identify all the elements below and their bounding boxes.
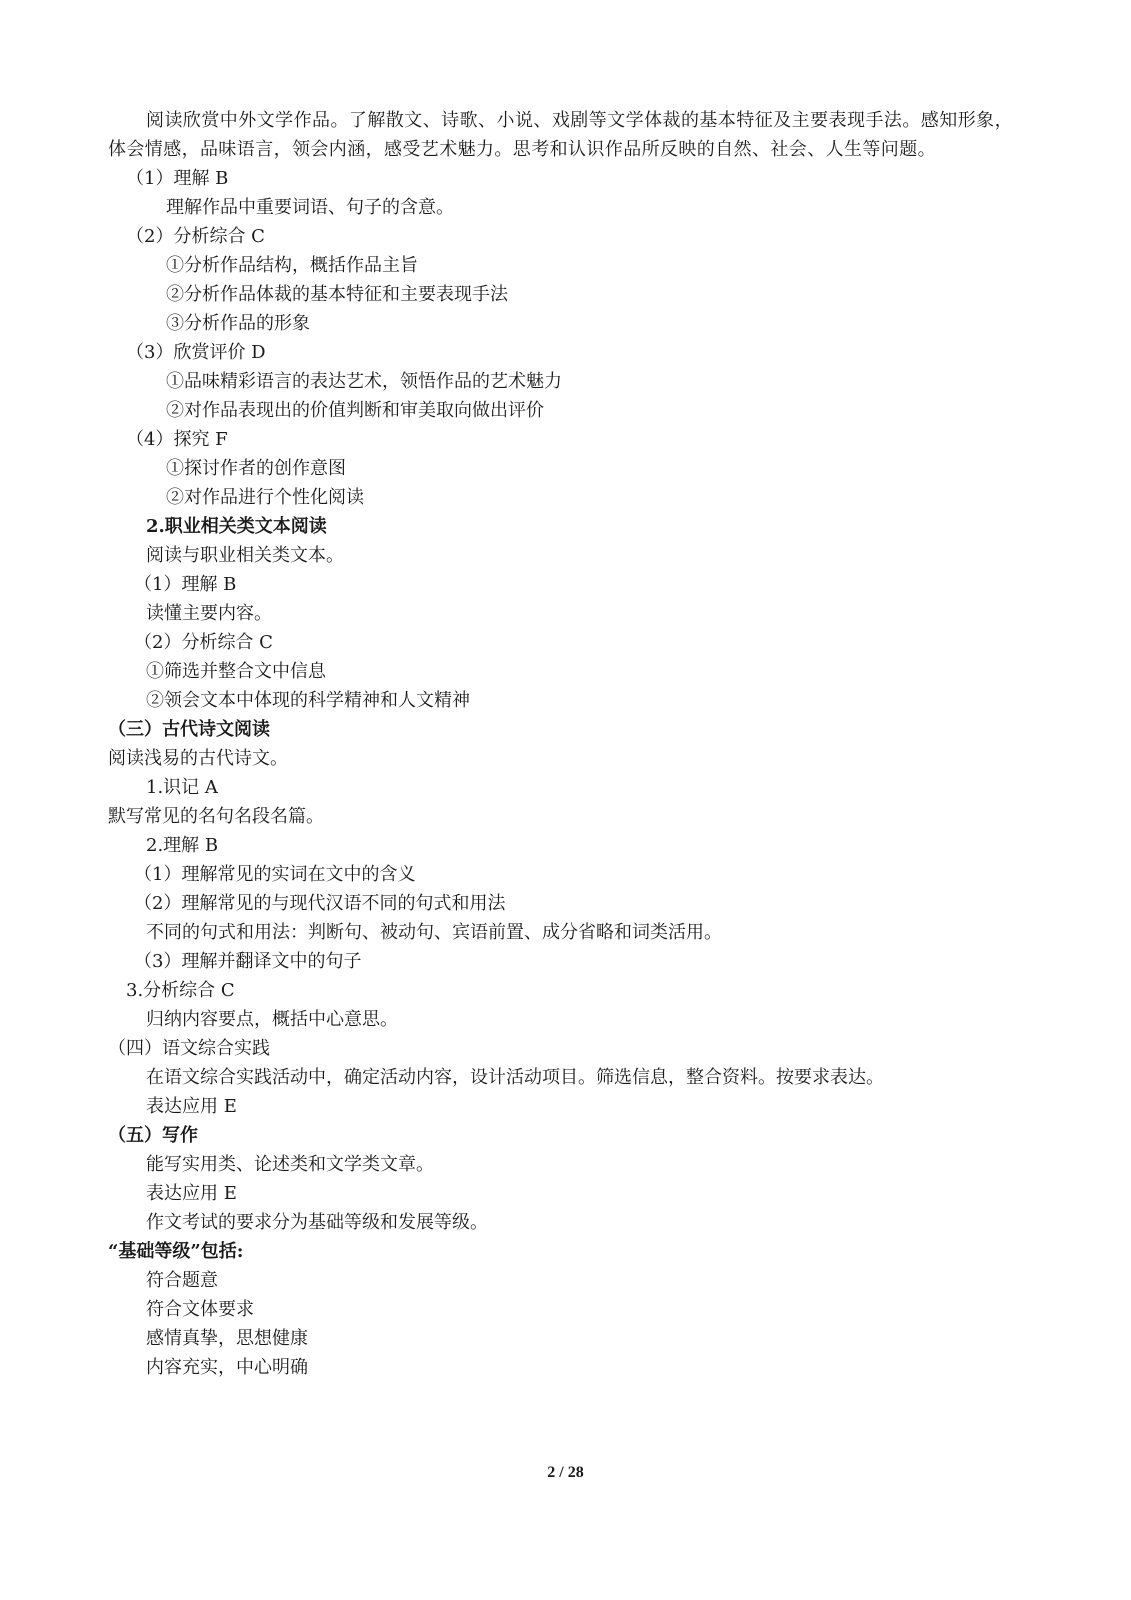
vocational-analysis: （2）分析综合 C <box>134 632 273 653</box>
vocational-analysis-detail-2: ②领会文本中体现的科学精神和人文精神 <box>146 690 470 711</box>
document-body <box>108 106 1013 1382</box>
item-analysis-detail-1: ①分析作品结构，概括作品主旨 <box>166 255 418 276</box>
vocational-understand-detail: 读懂主要内容。 <box>146 603 272 624</box>
item-appreciate-detail-1: ①品味精彩语言的表达艺术，领悟作品的艺术魅力 <box>166 371 562 392</box>
vocational-intro: 阅读与职业相关类文本。 <box>146 545 344 566</box>
writing-detail: 能写实用类、论述类和文学类文章。 <box>146 1154 434 1175</box>
basic-level-item-2: 符合文体要求 <box>146 1299 254 1320</box>
item-appreciate: （3）欣赏评价 D <box>126 342 266 363</box>
item-understand: （1）理解 B <box>126 168 229 189</box>
practice-level: 表达应用 E <box>146 1096 237 1117</box>
item-analysis: （2）分析综合 C <box>126 226 265 247</box>
item-explore: （4）探究 F <box>126 429 228 450</box>
section-heading-vocational: 2.职业相关类文本阅读 <box>146 516 327 537</box>
classical-understand-1: （1）理解常见的实词在文中的含义 <box>134 864 416 885</box>
page-number: 2 / 28 <box>547 1464 584 1481</box>
classical-analysis: 3.分析综合 C <box>126 980 235 1001</box>
item-explore-detail-2: ②对作品进行个性化阅读 <box>166 487 364 508</box>
classical-understand: 2.理解 B <box>146 835 219 856</box>
classical-understand-2-detail: 不同的句式和用法：判断句、被动句、宾语前置、成分省略和词类活用。 <box>146 922 722 943</box>
item-understand-detail: 理解作品中重要词语、句子的含意。 <box>166 197 454 218</box>
section-heading-practice: （四）语文综合实践 <box>108 1038 270 1059</box>
writing-grade-note: 作文考试的要求分为基础等级和发展等级。 <box>146 1212 488 1233</box>
section-heading-classical: （三）古代诗文阅读 <box>108 719 270 740</box>
classical-understand-3: （3）理解并翻译文中的句子 <box>134 951 362 972</box>
item-analysis-detail-3: ③分析作品的形象 <box>166 313 310 334</box>
classical-analysis-detail: 归纳内容要点，概括中心意思。 <box>146 1009 398 1030</box>
basic-level-heading: “基础等级”包括: <box>108 1241 244 1262</box>
practice-detail: 在语文综合实践活动中，确定活动内容，设计活动项目。筛选信息，整合资料。按要求表达。 <box>146 1067 884 1088</box>
intro-paragraph: 阅读欣赏中外文学作品。了解散文、诗歌、小说、戏剧等文学体裁的基本特征及主要表现手法。感知形象，体会情感，品味语言，领会内涵，感受艺术魅力。思考和认识作品所反映的自然、社会、人生等问题。 <box>108 110 1013 160</box>
writing-level: 表达应用 E <box>146 1183 237 1204</box>
basic-level-item-3: 感情真挚，思想健康 <box>146 1328 308 1349</box>
classical-intro: 阅读浅易的古代诗文。 <box>108 748 288 769</box>
classical-memorize-detail: 默写常见的名句名段名篇。 <box>108 806 324 827</box>
vocational-analysis-detail-1: ①筛选并整合文中信息 <box>146 661 326 682</box>
item-explore-detail-1: ①探讨作者的创作意图 <box>166 458 346 479</box>
basic-level-item-1: 符合题意 <box>146 1270 218 1291</box>
classical-memorize: 1.识记 A <box>146 777 218 798</box>
basic-level-item-4: 内容充实，中心明确 <box>146 1357 308 1378</box>
section-heading-writing: （五）写作 <box>108 1125 198 1146</box>
item-appreciate-detail-2: ②对作品表现出的价值判断和审美取向做出评价 <box>166 400 544 421</box>
item-analysis-detail-2: ②分析作品体裁的基本特征和主要表现手法 <box>166 284 508 305</box>
classical-understand-2: （2）理解常见的与现代汉语不同的句式和用法 <box>134 893 506 914</box>
vocational-understand: （1）理解 B <box>134 574 237 595</box>
